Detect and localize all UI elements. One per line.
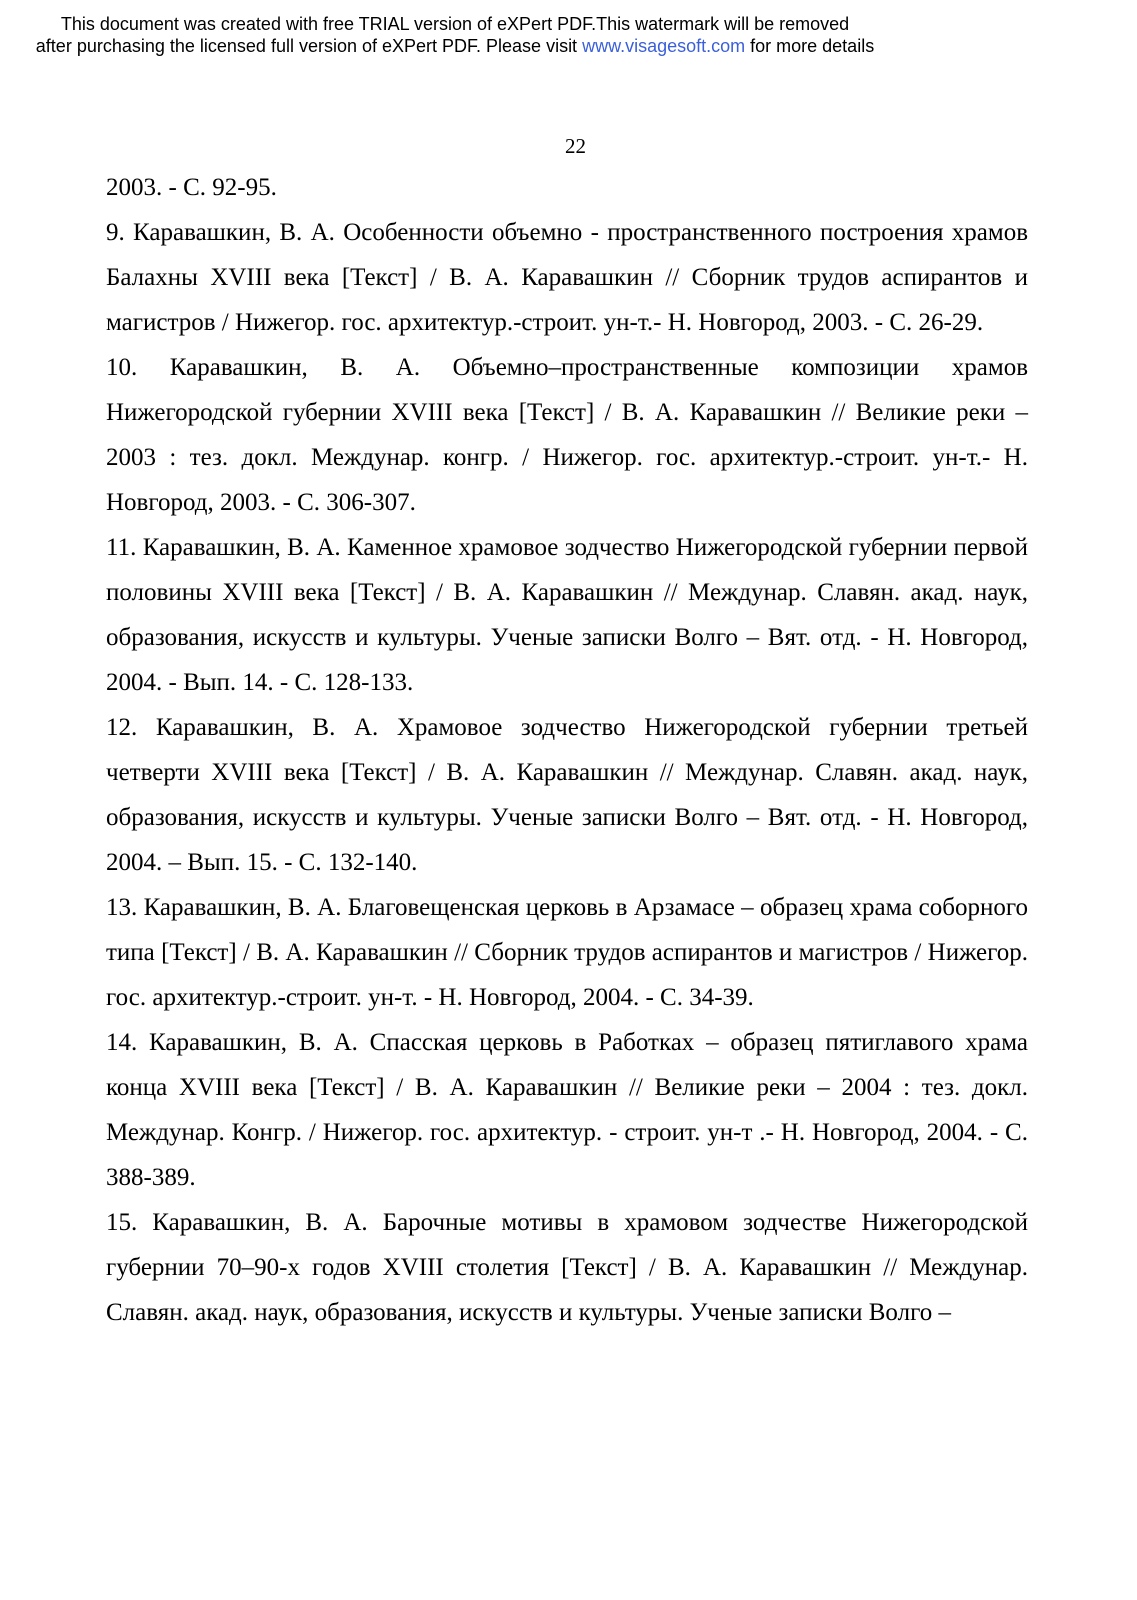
- watermark-line-2: [0, 35, 910, 57]
- watermark-text-after-link: for more details: [745, 36, 875, 56]
- reference-list: [106, 165, 1028, 1335]
- reference-item-11: 11. Каравашкин, В. А. Каменное храмовое зодчество Нижегородской губернии первой половины XVIII века [Текст] / В. А. Каравашкин // Междунар. Славян. акад. наук, образования, искусств и культуры. Ученые записки Волго – Вят. отд. - Н. Новгород, 2004. - Вып. 14. - С. 128-133.: [106, 534, 1028, 696]
- reference-item-continuation: 2003. - С. 92-95.: [106, 174, 277, 201]
- reference-item-13: 13. Каравашкин, В. А. Благовещенская церковь в Арзамасе – образец храма соборного типа [Текст] / В. А. Каравашкин // Сборник трудов аспирантов и магистров / Нижегор. гос. архитектур.-строит. ун-т. - Н. Новгород, 2004. - С. 34-39.: [106, 894, 1028, 1011]
- watermark-link[interactable]: www.visagesoft.com: [582, 36, 746, 56]
- reference-item-12: 12. Каравашкин, В. А. Храмовое зодчество Нижегородской губернии третьей четверти XVIII века [Текст] / В. А. Каравашкин // Междунар. Славян. акад. наук, образования, искусств и культуры. Ученые записки Волго – Вят. отд. - Н. Новгород, 2004. – Вып. 15. - С. 132-140.: [106, 714, 1028, 876]
- reference-item-15: 15. Каравашкин, В. А. Барочные мотивы в храмовом зодчестве Нижегородской губернии 70–90-х годов XVIII столетия [Текст] / В. А. Каравашкин // Междунар. Славян. акад. наук, образования, искусств и культуры. Ученые записки Волго –: [106, 1209, 1028, 1326]
- page-number: 22: [565, 134, 586, 158]
- watermark-text-before-link: after purchasing the licensed full version of eXPert PDF. Please visit: [35, 36, 583, 56]
- watermark-line-1: This document was created with free TRIAL version of eXPert PDF.This watermark will be removed: [60, 14, 850, 34]
- trial-watermark: [0, 13, 910, 57]
- reference-item-9: 9. Каравашкин, В. А. Особенности объемно - пространственного построения храмов Балахны XVIII века [Текст] / В. А. Каравашкин // Сборник трудов аспирантов и магистров / Нижегор. гос. архитектур.-строит. ун-т.- Н. Новгород, 2003. - С. 26-29.: [106, 219, 1028, 336]
- reference-item-10: 10. Каравашкин, В. А. Объемно–пространственные композиции храмов Нижегородской губернии XVIII века [Текст] / В. А. Каравашкин // Великие реки – 2003 : тез. докл. Междунар. конгр. / Нижегор. гос. архитектур.-строит. ун-т.- Н. Новгород, 2003. - С. 306-307.: [106, 354, 1028, 516]
- reference-item-14: 14. Каравашкин, В. А. Спасская церковь в Работках – образец пятиглавого храма конца XVIII века [Текст] / В. А. Каравашкин // Великие реки – 2004 : тез. докл. Междунар. Конгр. / Нижегор. гос. архитектур. - строит. ун-т .- Н. Новгород, 2004. - С. 388-389.: [106, 1029, 1028, 1191]
